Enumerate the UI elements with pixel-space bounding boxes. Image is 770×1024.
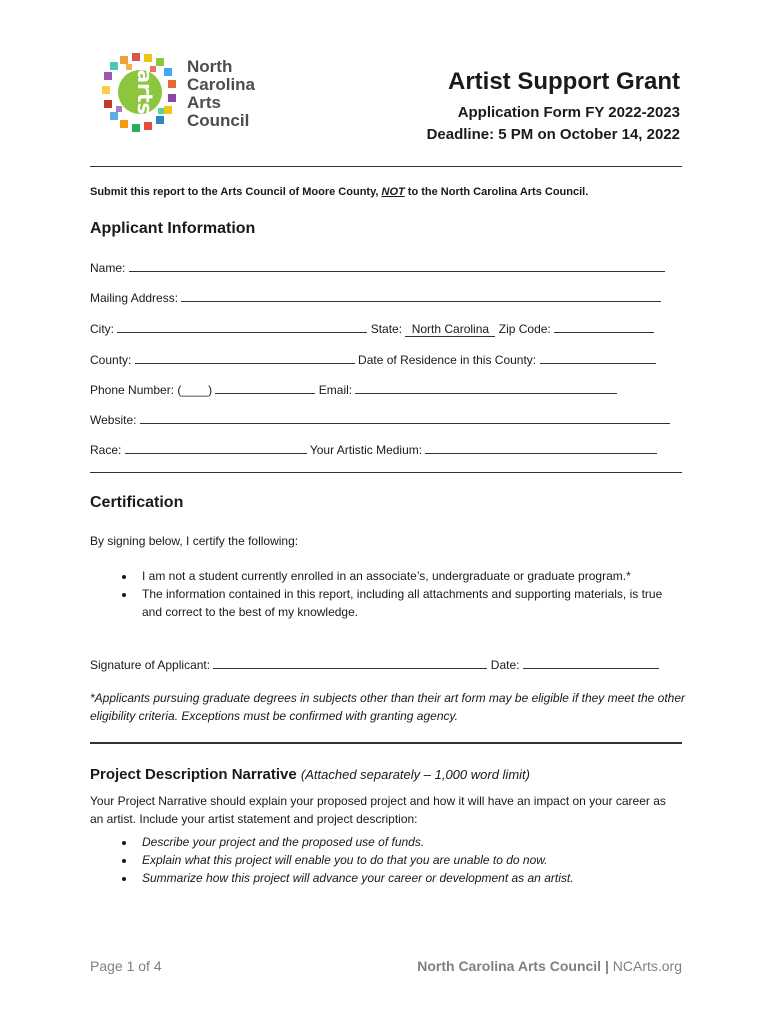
eligibility-footnote: *Applicants pursuing graduate degrees in subjects other than their art form may be eligible if they meet the other eligibility criteria. Exceptions must be confirmed with granting agency. [90, 691, 686, 723]
email-label: Email: [318, 383, 353, 397]
footer-org-name: North Carolina Arts Council [417, 958, 602, 974]
zip-field[interactable] [554, 320, 654, 333]
page-number: Page 1 of 4 [90, 958, 162, 974]
county-field[interactable] [135, 351, 355, 364]
narrative-item: • Summarize how this project will advance your career or development as an artist. [136, 869, 682, 887]
signature-label: Signature of Applicant: [90, 658, 211, 672]
zip-label: Zip Code: [498, 322, 551, 336]
notice-text-end: to the North Carolina Arts Council. [404, 186, 589, 198]
phone-label: Phone Number: [90, 383, 175, 397]
narrative-body: Your Project Narrative should explain your proposed project and how it will have an impact on your career as an artist. Include your artist statement and project description: [90, 794, 666, 826]
city-state-zip-row [90, 320, 654, 337]
logo-emblem-text: arts [133, 69, 157, 115]
artistic-medium-field[interactable] [425, 441, 657, 454]
date-field[interactable] [523, 656, 659, 669]
state-field[interactable]: North Carolina [405, 323, 495, 337]
notice-emphasis: NOT [381, 186, 405, 198]
footer-site: NCArts.org [612, 958, 682, 974]
header-divider [90, 166, 682, 167]
certification-item: • I am not a student currently enrolled in an associate’s, undergraduate or graduate program.* [136, 567, 682, 585]
footer-org [417, 958, 682, 974]
form-deadline: Deadline: 5 PM on October 14, 2022 [426, 126, 680, 143]
certification-divider [90, 742, 682, 744]
mailing-address-label: Mailing Address: [90, 291, 179, 305]
email-field[interactable] [355, 381, 617, 394]
name-label: Name: [90, 261, 126, 275]
website-label: Website: [90, 413, 137, 427]
mailing-address-field[interactable] [181, 289, 661, 302]
narrative-item: • Explain what this project will enable you to do that you are unable to do now. [136, 851, 682, 869]
website-field[interactable] [140, 411, 670, 424]
logo-line: Carolina [187, 75, 256, 94]
notice-text: Submit this report to the Arts Council of Moore County, [90, 186, 382, 198]
form-title: Artist Support Grant [448, 68, 680, 95]
narrative-heading-row [90, 766, 530, 783]
phone-field[interactable] [215, 381, 315, 394]
mailing-address-row [90, 289, 661, 305]
name-field[interactable] [129, 259, 665, 272]
logo-line: Council [187, 111, 250, 130]
artistic-medium-label: Your Artistic Medium: [309, 443, 423, 457]
county-label: County: [90, 353, 132, 367]
certification-list [90, 567, 682, 621]
applicant-info-heading: Applicant Information [90, 220, 256, 237]
race-field[interactable] [125, 441, 307, 454]
certification-heading: Certification [90, 494, 184, 511]
narrative-item: • Describe your project and the proposed use of funds. [136, 833, 682, 851]
signature-row [90, 656, 659, 672]
city-label: City: [90, 322, 114, 336]
website-row [90, 411, 670, 427]
state-label: State: [370, 322, 403, 336]
certification-item: • The information contained in this report, including all attachments and supporting materials, is true and correct to the best of my knowledge. [136, 585, 682, 621]
narrative-list [90, 833, 682, 887]
footer-separator: | [604, 958, 609, 974]
logo-line: North [187, 57, 233, 76]
phone-email-row [90, 381, 617, 397]
residence-date-field[interactable] [540, 351, 656, 364]
certification-intro: By signing below, I certify the following: [90, 534, 299, 548]
name-row [90, 259, 665, 275]
race-label: Race: [90, 443, 122, 457]
logo-line: Arts [187, 93, 222, 112]
phone-area-code[interactable]: (____) [177, 383, 213, 397]
narrative-heading: Project Description Narrative [90, 766, 297, 783]
form-subtitle: Application Form FY 2022-2023 [457, 104, 680, 121]
narrative-heading-note: (Attached separately – 1,000 word limit) [300, 767, 530, 782]
applicant-divider [90, 472, 682, 473]
race-medium-row [90, 441, 657, 457]
city-field[interactable] [117, 320, 367, 333]
signature-field[interactable] [213, 656, 487, 669]
date-label: Date: [490, 658, 520, 672]
residence-date-label: Date of Residence in this County: [358, 353, 537, 367]
county-row [90, 351, 656, 367]
form-subtitle-block [427, 102, 680, 146]
logo-wordmark [187, 58, 255, 130]
submission-notice [90, 186, 588, 198]
